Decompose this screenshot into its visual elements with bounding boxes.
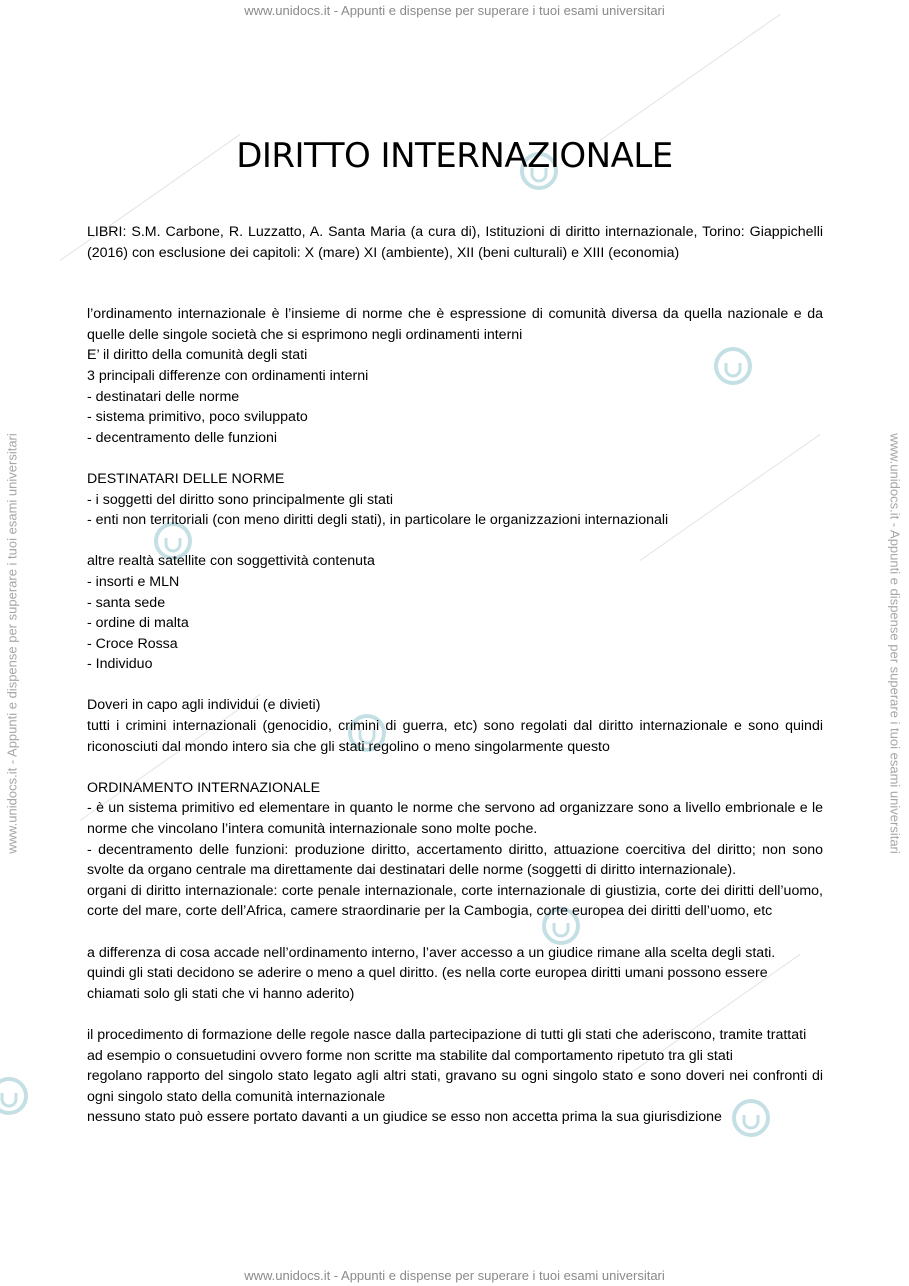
paragraph: organi di diritto internazionale: corte penale internazionale, corte internazionale di giustizia, corte dei diritti dell’uomo, corte del mare, corte dell’Africa, camere straordinarie per la Cambogia, corte europea dei diritti dell’uomo, etc <box>87 882 823 920</box>
section-heading: Doveri in capo agli individui (e divieti) <box>87 697 321 714</box>
paragraph: quindi gli stati decidono se aderire o meno a quel diritto. (es nella corte europea diritti umani possono essere chiamati solo gli stati che vi hanno aderito) <box>87 965 768 1002</box>
list-item: - ordine di malta <box>87 615 189 632</box>
watermark-line <box>600 14 781 141</box>
document-body <box>87 222 823 1128</box>
list-item: - Croce Rossa <box>87 635 178 652</box>
paragraph: regolano rapporto del singolo stato legato agli altri stati, gravano su ogni singolo stato e sono doveri nei confronti di ogni singolo stato della comunità internazionale <box>87 1068 823 1105</box>
list-item: - sistema primitivo, poco sviluppato <box>87 409 308 426</box>
list-item: - i soggetti del diritto sono principalmente gli stati <box>87 491 393 508</box>
spacer <box>87 531 823 552</box>
list-item: - destinatari delle norme <box>87 388 240 405</box>
unidocs-logo-icon <box>0 1075 30 1117</box>
paragraph: nessuno stato può essere portato davanti a un giudice se esso non accetta prima la sua giurisdizione <box>87 1109 722 1126</box>
list-item: - Individuo <box>87 656 153 673</box>
paragraph: - decentramento delle funzioni: produzione diritto, accertamento diritto, attuazione coercitiva del diritto; non sono svolte da organo centrale ma direttamente dai destinatari delle norme (soggetti di diritto internazionale). <box>87 841 823 879</box>
spacer <box>87 757 823 778</box>
section-heading: altre realtà satellite con soggettività contenuta <box>87 553 375 570</box>
paragraph: tutti i crimini internazionali (genocidio, crimini di guerra, etc) sono regolati dal diritto internazionale e sono quindi riconosciuti dal mondo intero sia che gli stati regolino o meno singolarmente questo <box>87 718 823 755</box>
page-title: DIRITTO INTERNAZIONALE <box>236 135 673 176</box>
watermark-header: www.unidocs.it - Appunti e dispense per superare i tuoi esami universitari <box>244 3 665 18</box>
book-reference: LIBRI: S.M. Carbone, R. Luzzatto, A. Santa Maria (a cura di), Istituzioni di diritto internazionale, Torino: Giappichelli (2016) con esclusione dei capitoli: X (mare) XI (ambiente), XII (beni culturali) e XIII (economia) <box>87 224 823 261</box>
list-item: - santa sede <box>87 594 166 611</box>
watermark-footer: www.unidocs.it - Appunti e dispense per superare i tuoi esami universitari <box>244 1268 665 1283</box>
intro-line: 3 principali differenze con ordinamenti interni <box>87 367 369 384</box>
section-heading: DESTINATARI DELLE NORME <box>87 470 285 487</box>
intro-line: E’ il diritto della comunità degli stati <box>87 347 308 364</box>
list-item: - decentramento delle funzioni <box>87 429 278 446</box>
paragraph: a differenza di cosa accade nell’ordinamento interno, l’aver accesso a un giudice rimane alla scelta degli stati. <box>87 944 776 961</box>
list-item: - enti non territoriali (con meno diritti degli stati), in particolare le organizzazioni internazionali <box>87 512 669 529</box>
spacer <box>87 448 823 469</box>
paragraph: - è un sistema primitivo ed elementare in quanto le norme che servono ad organizzare sono a livello embrionale e le norme che vincolano l’intera comunità internazionale sono molte poche. <box>87 800 823 838</box>
spacer <box>87 922 823 943</box>
paragraph: il procedimento di formazione delle regole nasce dalla partecipazione di tutti gli stati che aderiscono, tramite trattati ad esempio o consuetudini ovvero forme non scritte ma stabilite dal comportamento ripetuto tra gli stati <box>87 1026 807 1064</box>
watermark-left: www.unidocs.it - Appunti e dispense per superare i tuoi esami universitari <box>4 433 20 854</box>
spacer <box>87 675 823 696</box>
list-item: - insorti e MLN <box>87 573 180 590</box>
spacer <box>87 263 823 304</box>
intro-definition: l’ordinamento internazionale è l’insieme di norme che è espressione di comunità diversa da quella nazionale e da quelle delle singole società che si esprimono negli ordinamenti interni <box>87 306 823 343</box>
section-heading: ORDINAMENTO INTERNAZIONALE <box>87 779 321 796</box>
spacer <box>87 1004 823 1025</box>
watermark-right: www.unidocs.it - Appunti e dispense per superare i tuoi esami universitari <box>887 433 903 854</box>
